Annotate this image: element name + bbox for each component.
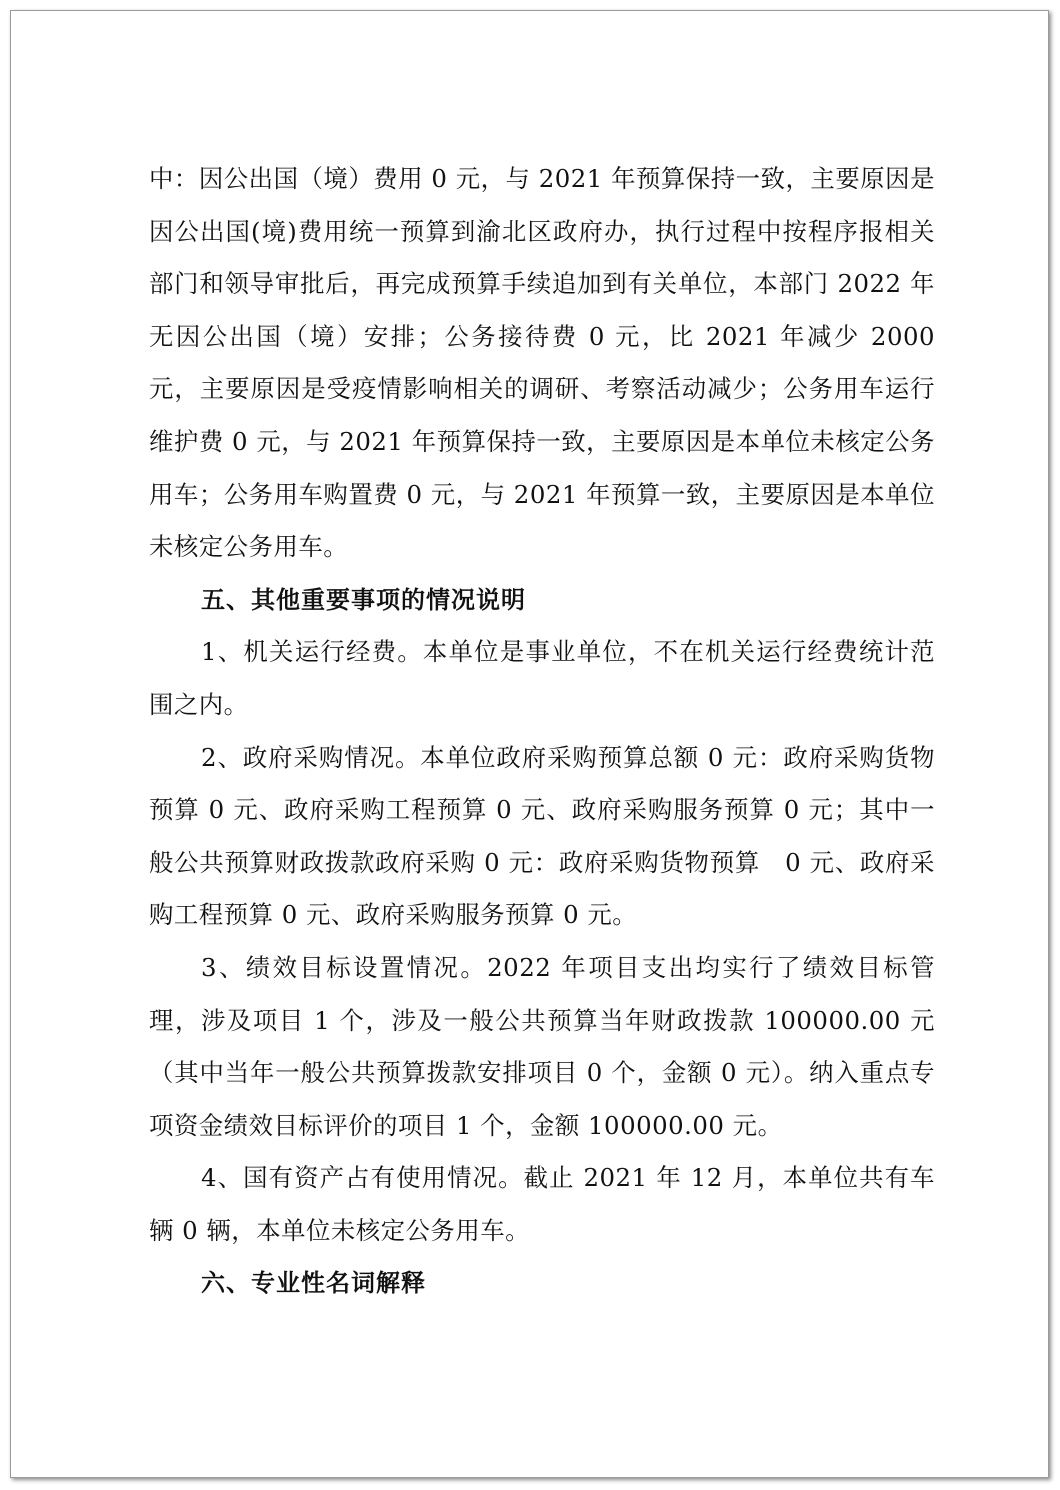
document-page — [10, 10, 1049, 1478]
paragraph-performance-targets: 3、绩效目标设置情况。2022 年项目支出均实行了绩效目标管理，涉及项目 1 个，涉及一般公共预算当年财政拨款 100000.00 元（其中当年一般公共预算拨款安排项目 0 个，金额 0 元）。纳入重点专项资金绩效目标评价的项目 1 个，金额 100000.00 元。 — [149, 952, 935, 1140]
paragraph-government-procurement: 2、政府采购情况。本单位政府采购预算总额 0 元：政府采购货物预算 0 元、政府采购工程预算 0 元、政府采购服务预算 0 元；其中一般公共预算财政拨款政府采购 0 元：政府采购货物预算 0 元、政府采购工程预算 0 元、政府采购服务预算 0 元。 — [149, 742, 935, 930]
paragraph-public-expense-continuation: 中：因公出国（境）费用 0 元，与 2021 年预算保持一致，主要原因是因公出国(境)费用统一预算到渝北区政府办，执行过程中按程序报相关部门和领导审批后，再完成预算手续追加到有关单位，本部门 2022 年无因公出国（境）安排；公务接待费 0 元，比 2021 年减少 2000 元，主要原因是受疫情影响相关的调研、考察活动减少；公务用车运行维护费 0 元，与 2021 年预算保持一致，主要原因是本单位未核定公务用车；公务用车购置费 0 元，与 2021 年预算一致，主要原因是本单位未核定公务用车。 — [149, 164, 935, 562]
section-heading-terminology: 六、专业性名词解释 — [201, 1269, 426, 1298]
paragraph-state-assets: 4、国有资产占有使用情况。截止 2021 年 12 月，本单位共有车辆 0 辆，本单位未核定公务用车。 — [149, 1163, 935, 1245]
paragraph-agency-operating-funds: 1、机关运行经费。本单位是事业单位，不在机关运行经费统计范围之内。 — [149, 637, 935, 719]
document-body — [149, 153, 935, 1310]
section-heading-other-matters: 五、其他重要事项的情况说明 — [201, 585, 526, 614]
